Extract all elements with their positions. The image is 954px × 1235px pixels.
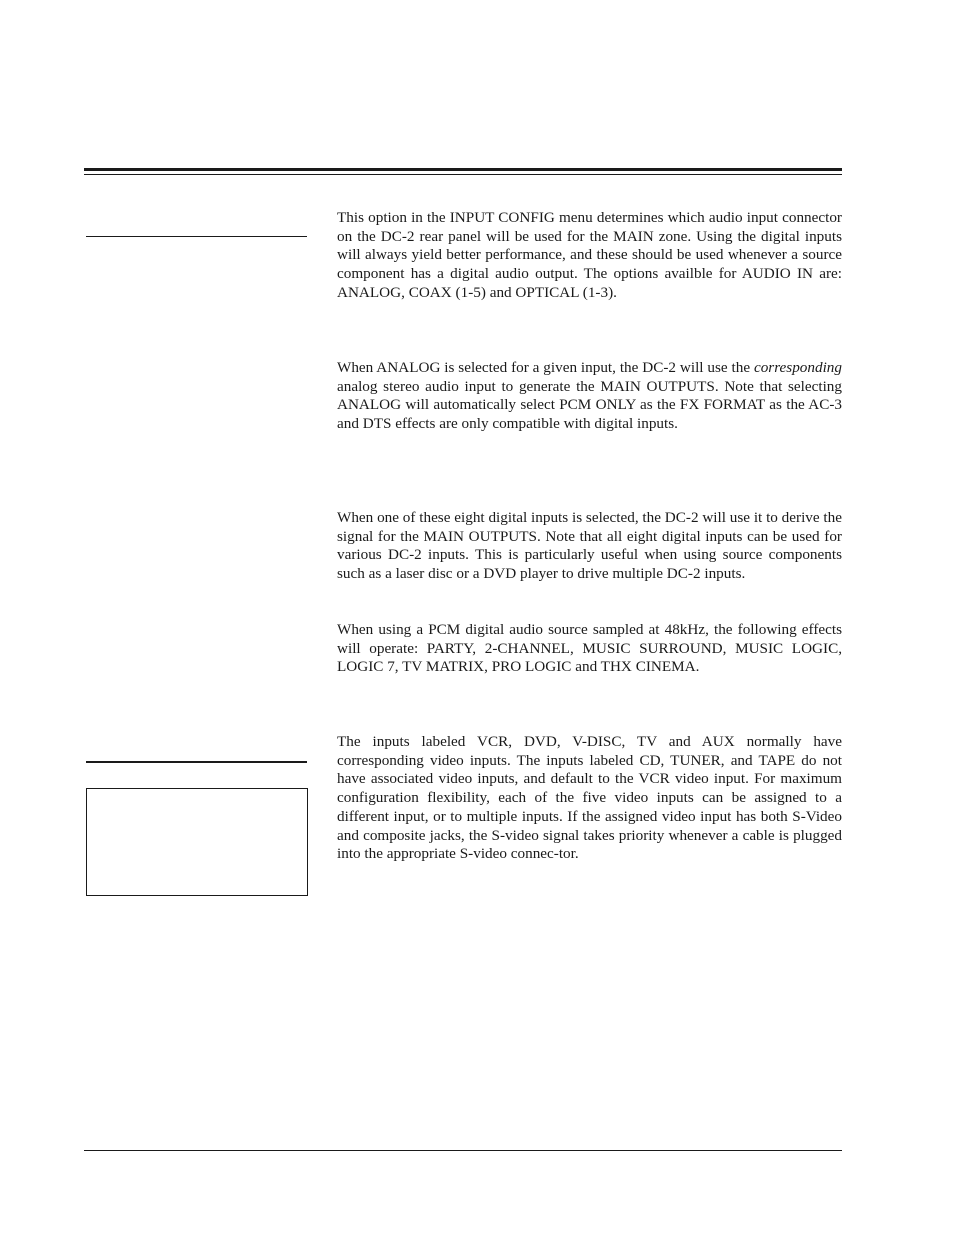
- sidebar-rule-audio-in: [86, 236, 307, 237]
- header-rule-thin: [84, 174, 842, 175]
- analog-text-after: analog stereo audio input to generate the MAIN OUTPUTS. Note that selecting ANALOG will automatically select PCM ONLY as the FX FORMAT as the AC-3 and DTS effects are only compatible with digital inputs.: [337, 377, 842, 433]
- paragraph-video-inputs: The inputs labeled VCR, DVD, V-DISC, TV and AUX normally have corresponding video inputs. The inputs labeled CD, TUNER, and TAPE do not have associated video inputs, and default to the VCR video input. For maximum configuration flexibility, each of the five video inputs can be assigned to a different input, or to multiple inputs. If the assigned video input has both S-Video and composite jacks, the S-video signal takes priority whenever a cable is plugged into the appropriate S-video connec-tor.: [337, 733, 842, 863]
- analog-text-emphasis: corresponding: [753, 359, 842, 376]
- sidebar-rule-video-in: [86, 761, 307, 763]
- paragraph-pcm-effects: When using a PCM digital audio source sampled at 48kHz, the following effects will operate: PARTY, 2-CHANNEL, MUSIC SURROUND, MUSIC LOGIC, LOGIC 7, TV MATRIX, PRO LOGIC and THX CINEMA.: [337, 621, 842, 676]
- paragraph-audio-in-intro: This option in the INPUT CONFIG menu determines which audio input connector on the DC-2 rear panel will be used for the MAIN zone. Using the digital inputs will always yield better performance, and these should be used whenever a source component has a digital audio output. The options availble for AUDIO IN are: ANALOG, COAX (1-5) and OPTICAL (1-3).: [337, 209, 842, 301]
- paragraph-digital-inputs: When one of these eight digital inputs is selected, the DC-2 will use it to derive the signal for the MAIN OUTPUTS. Note that all eight digital inputs can be used for various DC-2 inputs. This is particularly useful when using source components such as a laser disc or a DVD player to drive multiple DC-2 inputs.: [337, 509, 842, 583]
- header-rule-thick: [84, 168, 842, 171]
- sidebar-note-box: [86, 788, 308, 896]
- paragraph-analog: [337, 359, 842, 434]
- footer-rule: [84, 1150, 842, 1151]
- analog-text-before: When ANALOG is selected for a given input, the DC-2 will use the: [337, 359, 754, 376]
